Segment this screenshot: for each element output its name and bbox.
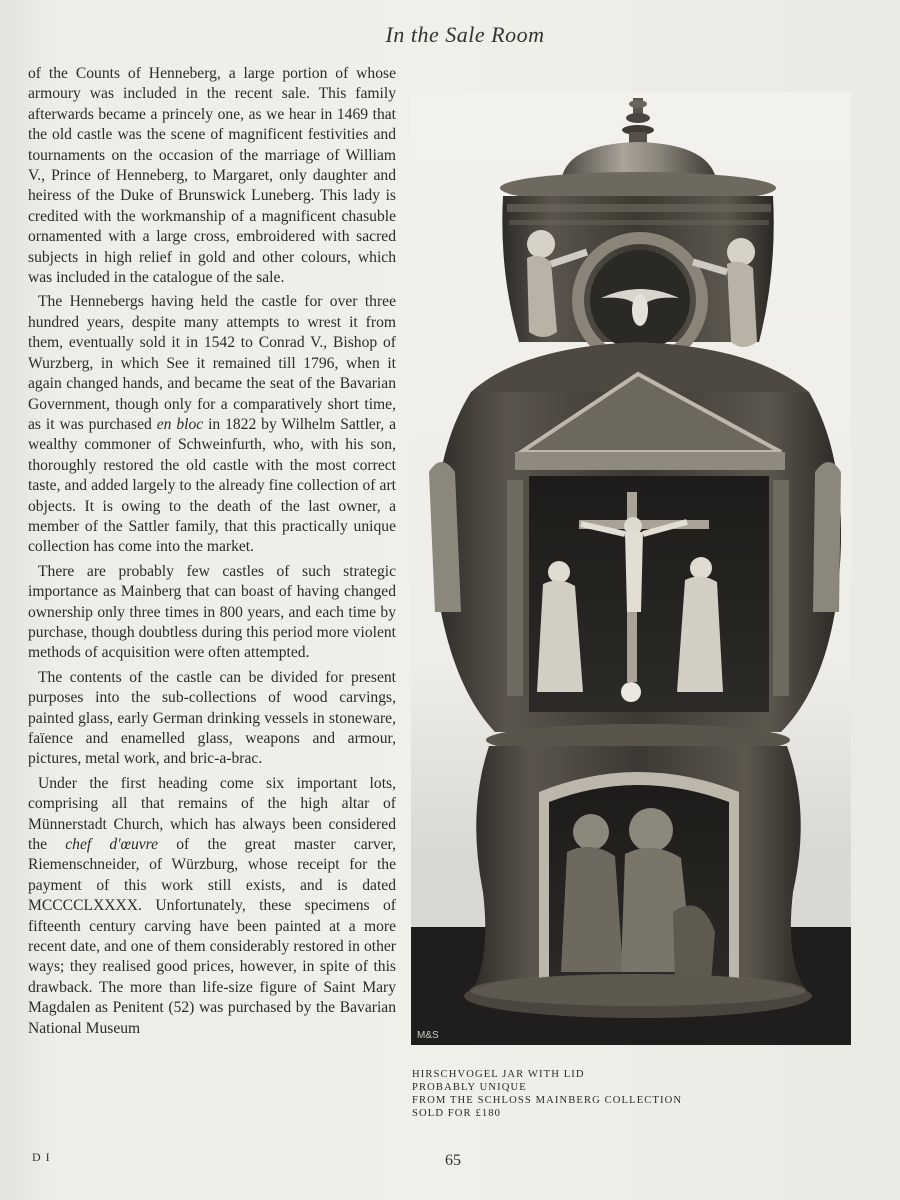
caption-line-3: FROM THE SCHLOSS MAINBERG COLLECTION xyxy=(412,1095,683,1106)
caption-line-4: SOLD FOR £180 xyxy=(412,1108,502,1119)
paragraph-1: of the Counts of Henneberg, a large portion of whose armoury was included in the recent sale. This family afterwards became a princely one, as we hear in 1469 that the old castle was the scene of magnificent festivities and tournaments on the occasion of the marriage of William V., Prince of Henneberg, to Margaret, only daughter and heiress of the Duke of Brunswick Luneberg. This lady is credited with the workmanship of a magnificent chasuble ornamented with a large cross, embroidered with sacred subjects in high relief in gold and other colours, which was included in the catalogue of the sale. xyxy=(28,65,396,287)
engraver-monogram: M&S xyxy=(417,1030,439,1041)
plate-caption xyxy=(412,1068,732,1120)
paragraph-3: There are probably few castles of such strategic importance as Mainberg that can boast of having changed ownership only three times in 800 years, and each time by purchase, though doubtless during this period more violent methods of acquisition were often attempted. xyxy=(28,562,396,662)
herm-figure-right xyxy=(813,462,841,612)
caption-line-2: PROBABLY UNIQUE xyxy=(412,1082,527,1093)
paragraph-2-part-b: in 1822 by Wilhelm Sattler, a wealthy commoner of Schweinfurth, who, with his son, thoroughly restored the old castle with the most correct taste, and added largely to the already fine collection of art objects. It is owing to the death of the last owner, a member of the Sattler family, that this practically unique collection has come into the market. xyxy=(28,415,397,556)
italic-en-bloc: en bloc xyxy=(156,415,204,433)
column-right xyxy=(773,480,789,696)
jar-illustration xyxy=(411,92,851,1045)
body-text-column xyxy=(28,64,396,1043)
paragraph-5-part-a: Under the first heading come six important lots, comprising all that remains of the high altar of Münnerstadt Church, which has always been considered the xyxy=(28,774,396,854)
entablature xyxy=(515,452,785,470)
paragraph-5 xyxy=(28,774,396,1039)
italic-chef-doeuvre: chef d'œuvre xyxy=(65,836,159,854)
paragraph-2 xyxy=(28,292,396,557)
paragraph-5-part-b: of the great master carver, Riemenschneider, of Würzburg, whose receipt for the payment of this work still exists, and is dated MCCCCLXXXX. Unfortunately, these specimens of fifteenth century carving have been painted at a more recent date, and one of them considerably restored in other ways; they realised good prices, however, in spite of this drawback. The more than life-size figure of Saint Mary Magdalen as Penitent (52) was purchased by the Bavarian National Museum xyxy=(28,836,397,1037)
caption-line-1: HIRSCHVOGEL JAR WITH LID xyxy=(412,1069,585,1080)
photo-plate-hirschvogel-jar xyxy=(411,92,851,1045)
printer-signature: D I xyxy=(32,1150,51,1164)
running-title: In the Sale Room xyxy=(385,22,545,47)
page-number: 65 xyxy=(445,1152,461,1169)
column-left xyxy=(507,480,523,696)
paragraph-4: The contents of the castle can be divided for present purposes into the sub-collections of wood carvings, painted glass, early German drinking vessels in stoneware, faïence and enamelled glass, weapons and armour, pictures, metal work, and bric-a-brac. xyxy=(28,668,396,768)
paragraph-2-part-a: The Hennebergs having held the castle for over three hundred years, despite many attempts to wrest it from them, eventually sold it in 1542 to Conrad V., Bishop of Wurzberg, in which See it remained till 1796, when it again changed hands, and became the seat of the Bavarian Government, though only for a comparatively short time, as it was purchased xyxy=(28,293,396,433)
